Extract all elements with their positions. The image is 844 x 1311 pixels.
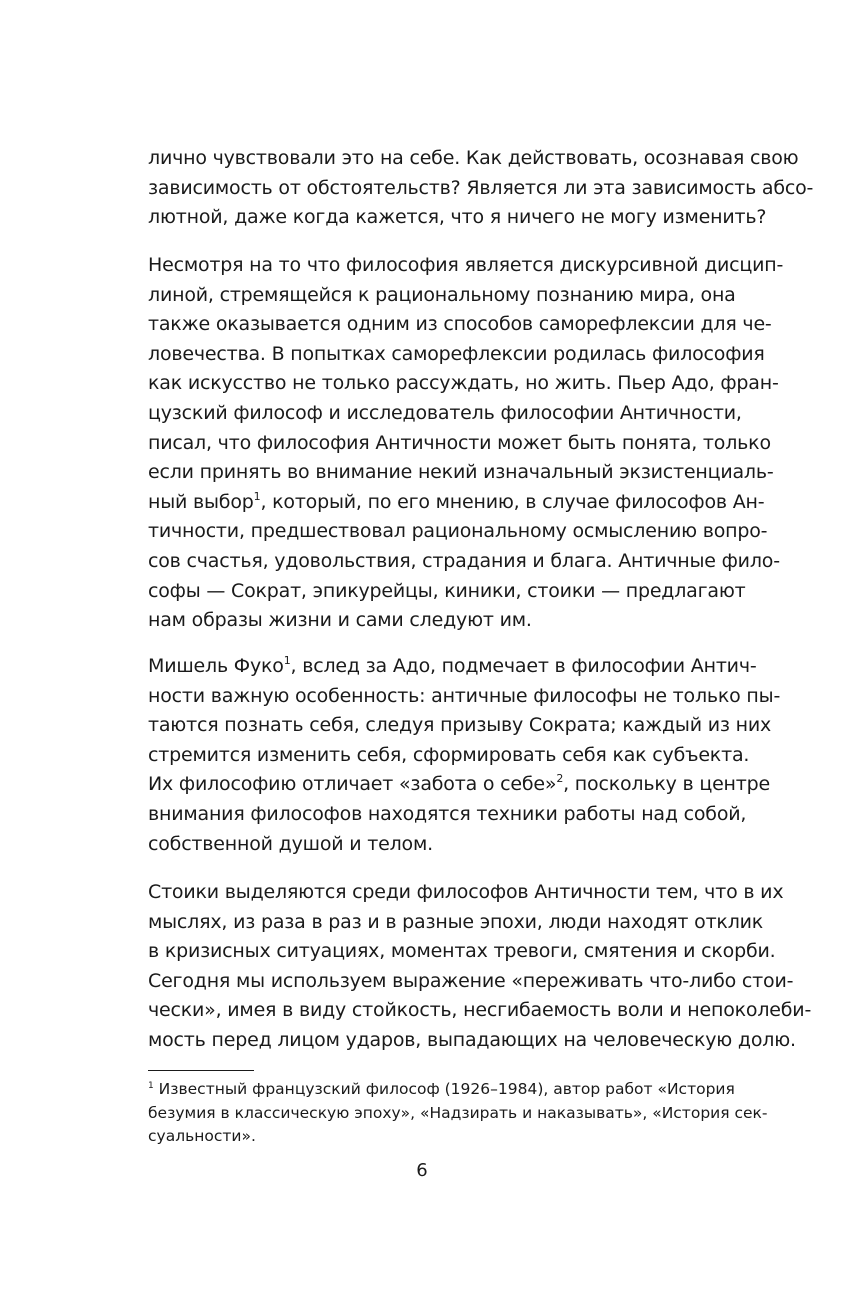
text-line: писал, что философия Античности может быть понята, только <box>148 431 771 454</box>
text-line: ности важную особенность: античные философы не только пы- <box>148 684 781 707</box>
paragraph-1 <box>148 144 814 233</box>
text-line: собственной душой и телом. <box>148 832 433 855</box>
footnote-marker: 1 <box>253 489 261 503</box>
text-line: если принять во внимание некий изначальный экзистенциаль- <box>148 461 774 484</box>
text-line: зависимость от обстоятельств? Является ли эта зависимость абсо- <box>148 176 814 199</box>
footnote-marker: 2 <box>556 772 564 786</box>
footnote <box>148 1078 768 1149</box>
text-fragment: , который, по его мнению, в случае философов Ан- <box>260 490 765 513</box>
text-fragment: , поскольку в центре <box>563 773 770 796</box>
text-line: лютной, даже когда кажется, что я ничего не могу изменить? <box>148 206 767 229</box>
footnote-marker: 1 <box>283 654 291 667</box>
text-fragment: ный выбор <box>148 490 254 513</box>
paragraph-2 <box>148 251 784 636</box>
text-line: мыслях, из раза в раз и в разные эпохи, люди находят отклик <box>148 910 764 933</box>
text-line-with-footnote <box>148 488 765 518</box>
text-line: стремится изменить себя, сформировать себя как субъекта. <box>148 743 750 766</box>
text-line: тичности, предшествовал рациональному осмыслению вопро- <box>148 520 768 543</box>
text-line: мость перед лицом ударов, выпадающих на человеческую долю. <box>148 1028 796 1051</box>
text-line: софы — Сократ, эпикурейцы, киники, стоики — предлагают <box>148 579 746 602</box>
text-line: линой, стремящейся к рациональному познанию мира, она <box>148 283 736 306</box>
text-line: также оказывается одним из способов саморефлексии для че- <box>148 313 772 336</box>
text-fragment: Их философию отличает «забота о себе» <box>148 773 557 796</box>
paragraph-4 <box>148 878 812 1056</box>
text-line: ловечества. В попытках саморефлексии родилась философия <box>148 342 765 365</box>
text-line: цузский философ и исследователь философии Античности, <box>148 401 742 424</box>
text-line: нам образы жизни и сами следуют им. <box>148 609 532 632</box>
text-line: лично чувствовали это на себе. Как действовать, осознавая свою <box>148 147 799 169</box>
text-line: чески», имея в виду стойкость, несгибаемость воли и непоколеби- <box>148 999 812 1022</box>
footnote-line: суальности». <box>148 1127 256 1145</box>
page-number: 6 <box>416 1160 428 1181</box>
text-line: таются познать себя, следуя призыву Сократа; каждый из них <box>148 714 772 737</box>
text-fragment: Мишель Фуко <box>148 655 284 677</box>
footnote-marker: 1 <box>148 1081 154 1091</box>
footnote-divider <box>148 1070 254 1071</box>
footnote-line <box>148 1078 735 1102</box>
text-line: в кризисных ситуациях, моментах тревоги, смятения и скорби. <box>148 940 776 963</box>
text-line: внимания философов находятся техники работы над собой, <box>148 802 747 825</box>
text-line: как искусство не только рассуждать, но жить. Пьер Адо, фран- <box>148 372 779 395</box>
paragraph-3 <box>148 652 781 859</box>
text-fragment: , вслед за Адо, подмечает в философии Антич- <box>290 655 757 677</box>
text-line: сов счастья, удовольствия, страдания и блага. Античные фило- <box>148 549 780 572</box>
text-line-with-footnote <box>148 770 770 800</box>
text-line: Стоики выделяются среди философов Античности тем, что в их <box>148 881 784 903</box>
text-fragment: Известный французский философ (1926–1984), автор работ «История <box>153 1080 735 1098</box>
text-line-with-footnote <box>148 652 757 682</box>
footnote-line: безумия в классическую эпоху», «Надзирать и наказывать», «История сек- <box>148 1103 768 1122</box>
text-line: Несмотря на то что философия является дискурсивной дисцип- <box>148 254 784 276</box>
text-line: Сегодня мы используем выражение «переживать что-либо стои- <box>148 969 794 992</box>
